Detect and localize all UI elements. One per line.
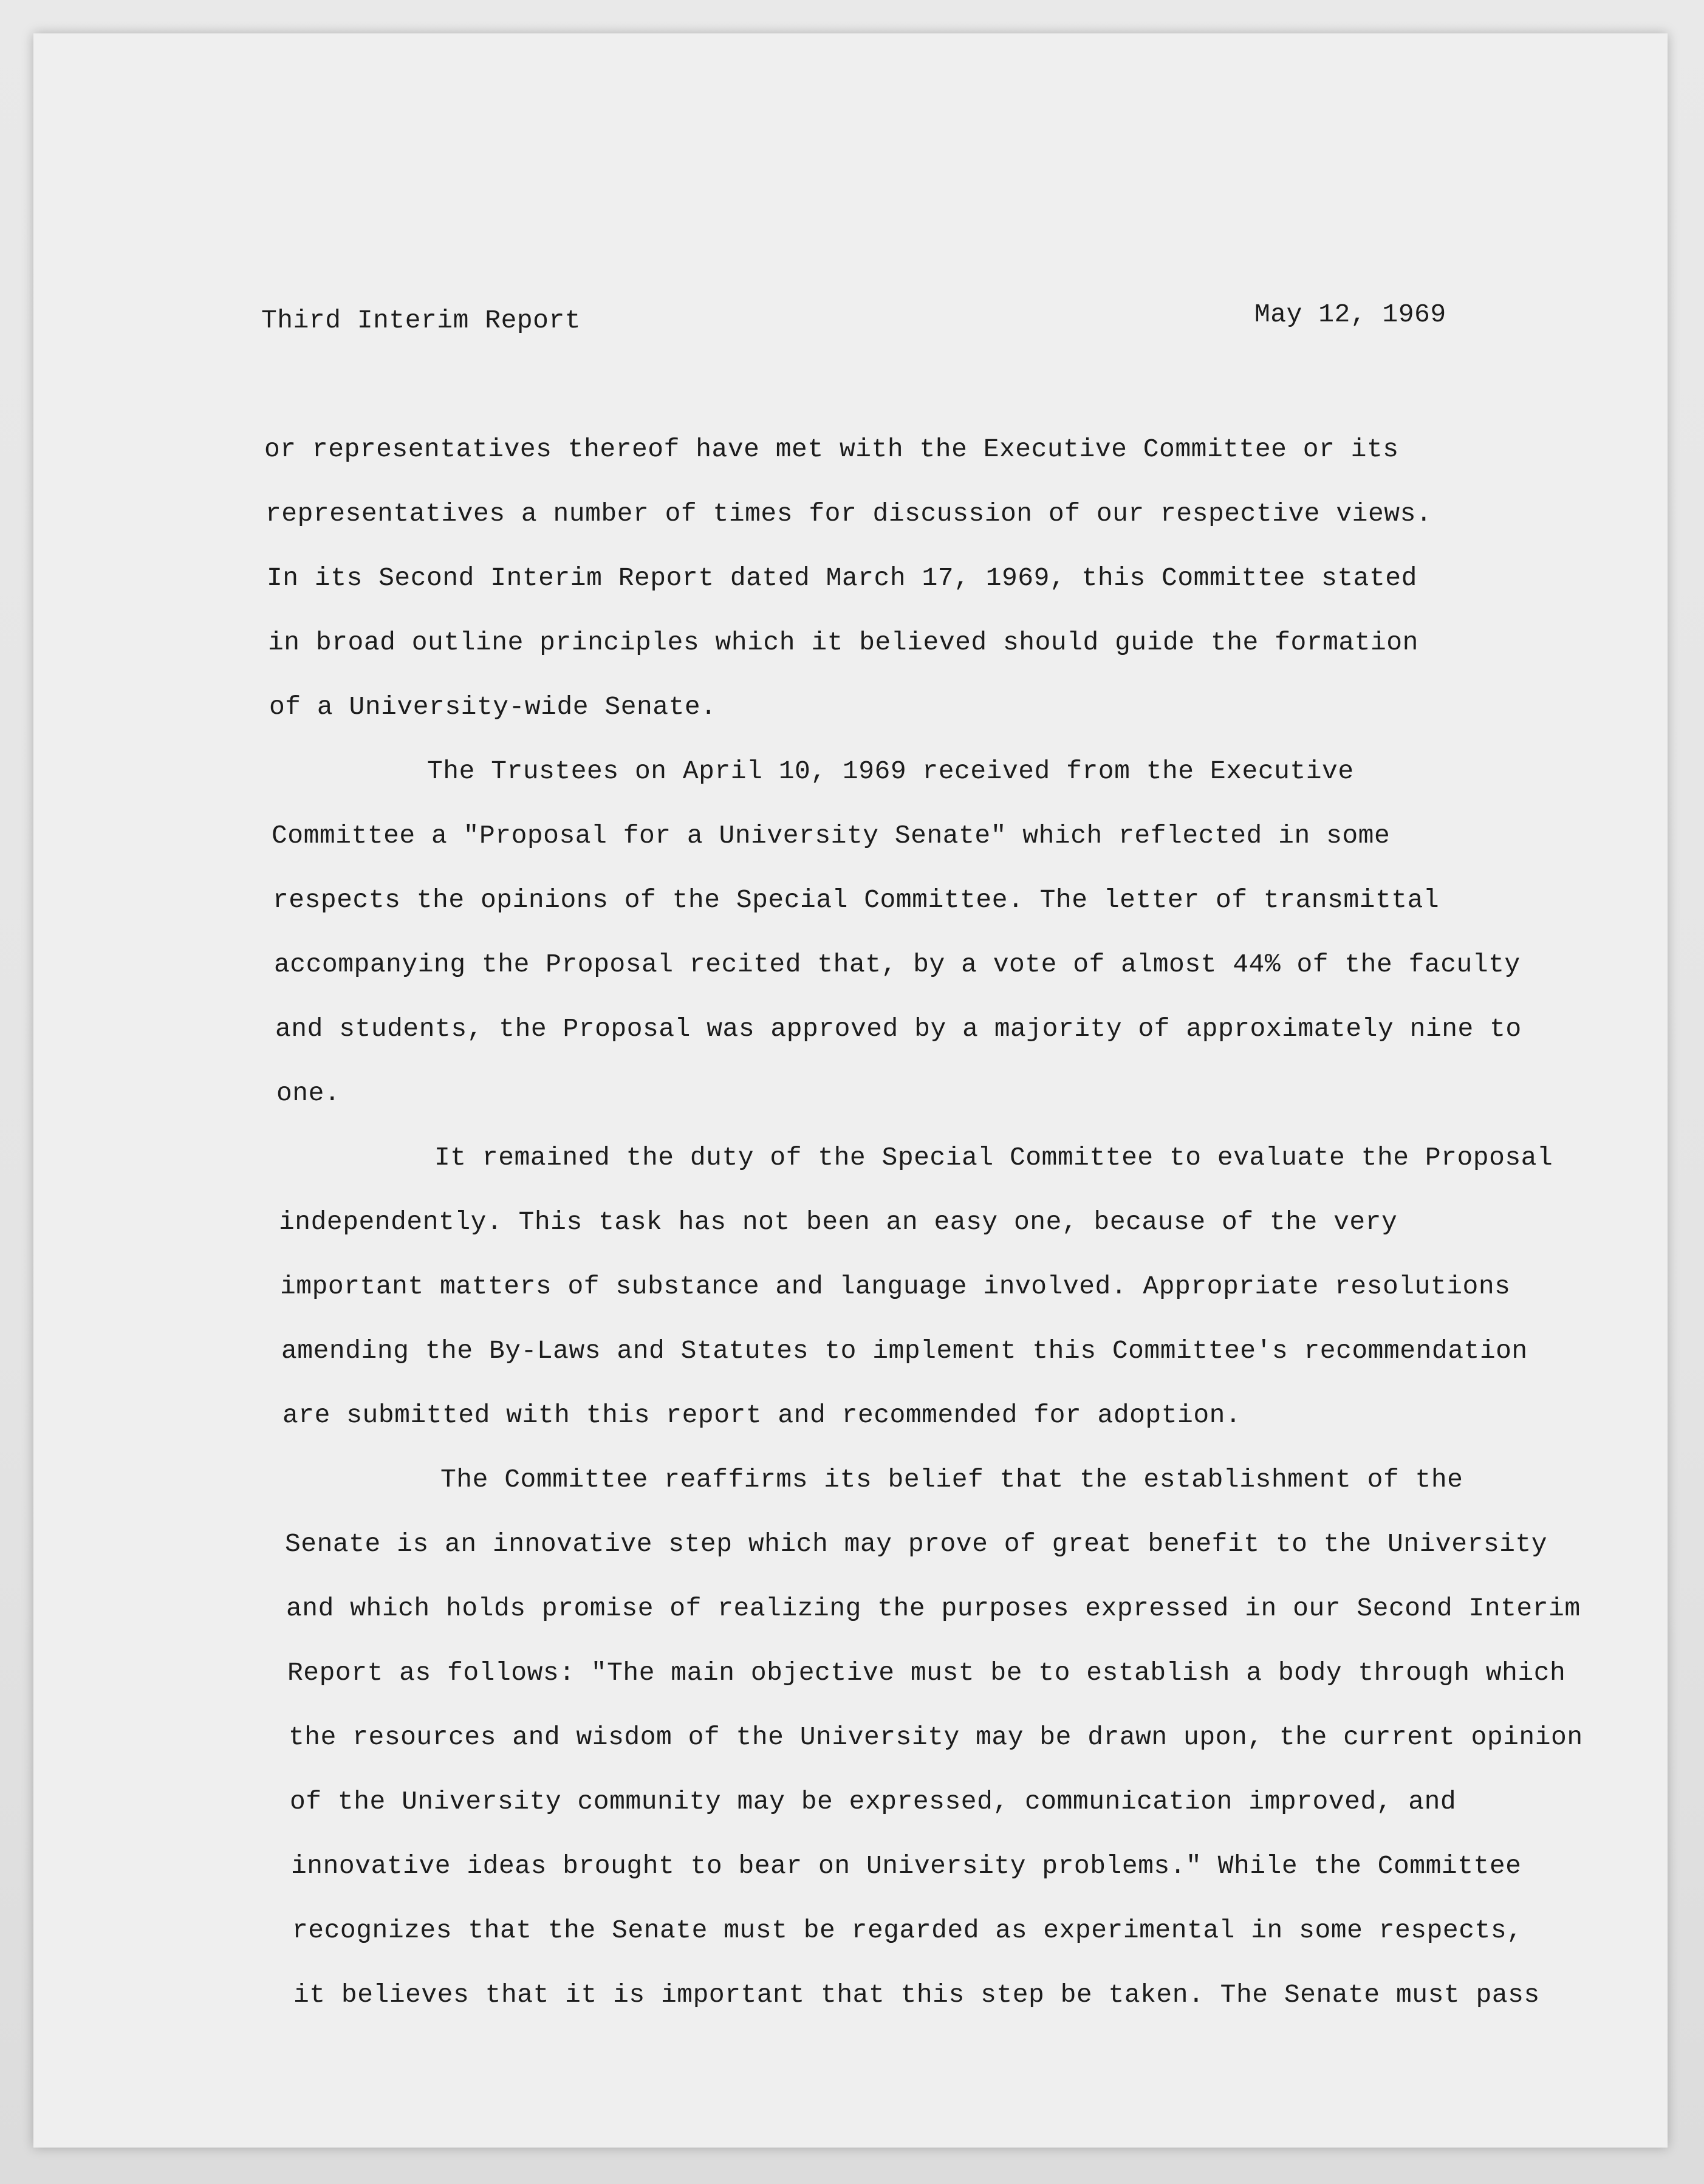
body-line: of a University-wide Senate. <box>269 692 717 722</box>
body-line: one. <box>276 1078 341 1108</box>
body-line: Committee a "Proposal for a University Senate" which reflected in some <box>272 821 1391 851</box>
body-line: or representatives thereof have met with the Executive Committee or its <box>264 434 1399 464</box>
body-line: of the University community may be expressed, communication improved, and <box>290 1787 1457 1816</box>
body-line: and students, the Proposal was approved by a majority of approximately nine to <box>275 1014 1522 1044</box>
body-line: The Trustees on April 10, 1969 received from the Executive <box>427 756 1354 786</box>
body-line: representatives a number of times for discussion of our respective views. <box>265 499 1432 529</box>
body-line: In its Second Interim Report dated March 17, 1969, this Committee stated <box>267 563 1417 593</box>
body-line: independently. This task has not been an easy one, because of the very <box>279 1207 1398 1237</box>
body-line: The Committee reaffirms its belief that the establishment of the <box>440 1465 1463 1494</box>
body-line: and which holds promise of realizing the purposes expressed in our Second Interim <box>286 1593 1581 1623</box>
body-line: important matters of substance and language involved. Appropriate resolutions <box>280 1272 1511 1301</box>
body-line: it believes that it is important that this step be taken. The Senate must pass <box>293 1980 1540 2010</box>
report-date: May 12, 1969 <box>1254 300 1446 329</box>
body-line: Report as follows: "The main objective must be to establish a body through which <box>287 1658 1566 1688</box>
report-title: Third Interim Report <box>261 306 581 335</box>
body-line: innovative ideas brought to bear on University problems." While the Committee <box>291 1851 1522 1881</box>
body-line: are submitted with this report and recommended for adoption. <box>282 1400 1242 1430</box>
body-line: Senate is an innovative step which may prove of great benefit to the University <box>285 1529 1548 1559</box>
body-line: recognizes that the Senate must be regarded as experimental in some respects, <box>292 1915 1523 1945</box>
body-line: It remained the duty of the Special Committee to evaluate the Proposal <box>434 1143 1553 1172</box>
body-line: accompanying the Proposal recited that, by a vote of almost 44% of the faculty <box>274 950 1521 979</box>
body-line: the resources and wisdom of the University may be drawn upon, the current opinion <box>289 1722 1583 1752</box>
body-line: in broad outline principles which it believed should guide the formation <box>268 628 1418 657</box>
body-line: amending the By-Laws and Statutes to implement this Committee's recommendation <box>281 1336 1528 1366</box>
document-page <box>33 33 1668 2148</box>
body-line: respects the opinions of the Special Committee. The letter of transmittal <box>273 885 1440 915</box>
